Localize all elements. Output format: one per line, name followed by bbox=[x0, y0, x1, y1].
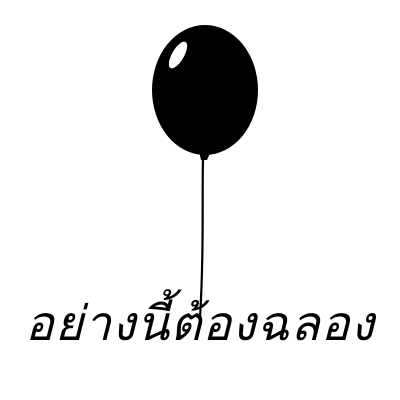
balloon-string bbox=[200, 158, 203, 318]
balloon-body bbox=[152, 25, 258, 155]
caption-text: อย่างนี้ต้องฉลอง bbox=[25, 296, 375, 352]
balloon-knot bbox=[199, 151, 211, 160]
